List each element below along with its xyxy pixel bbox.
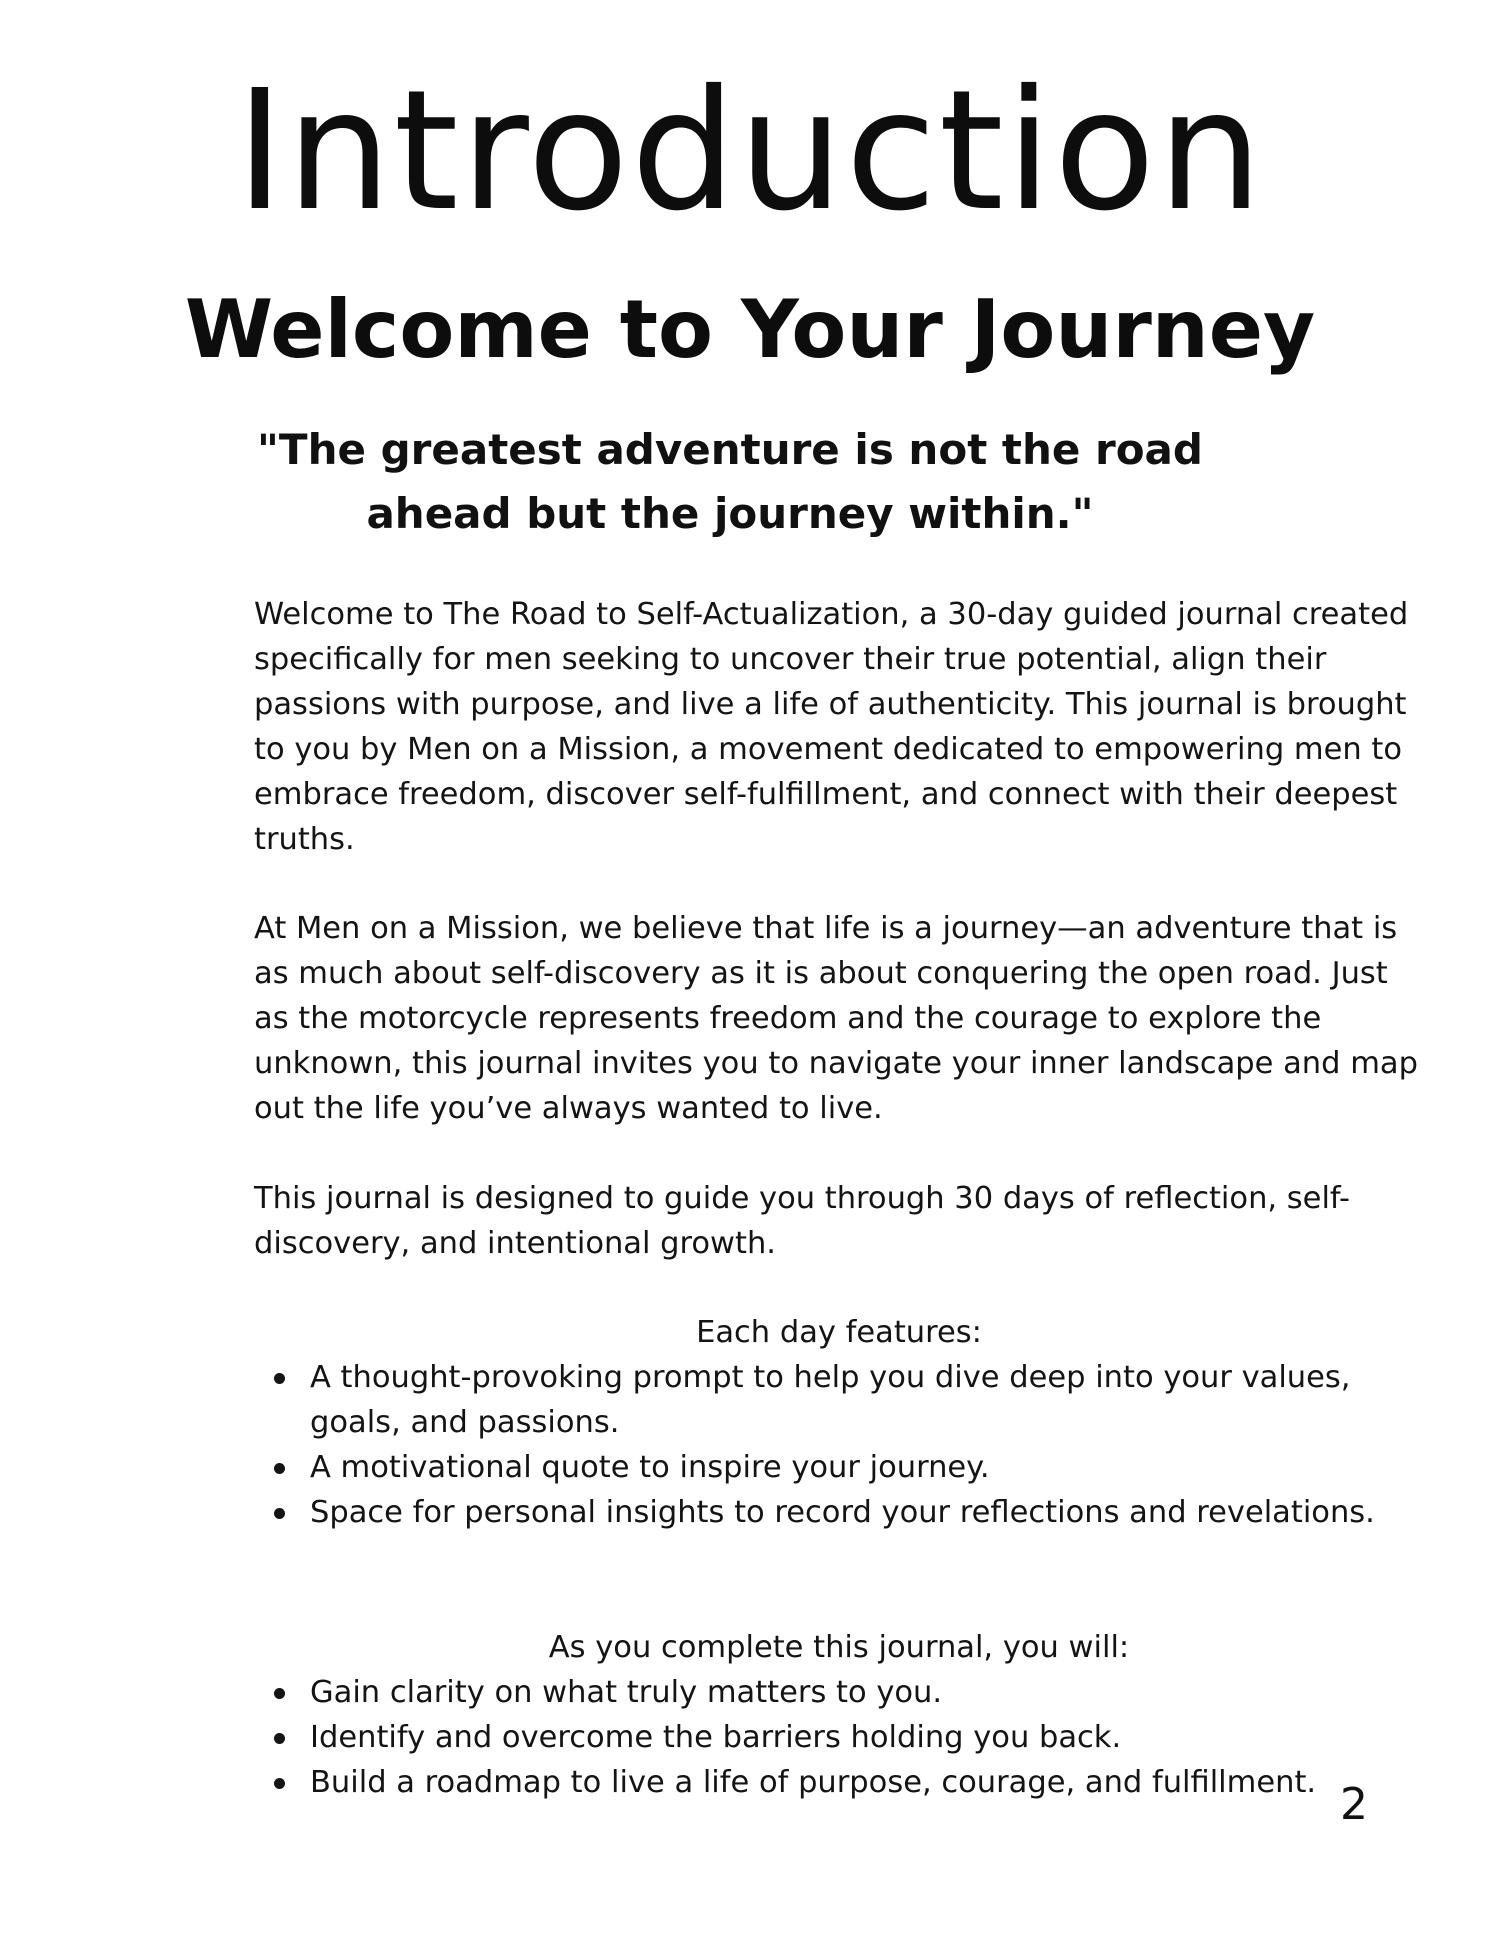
list-item-text: A motivational quote to inspire your journey. [310,1450,990,1485]
bullet-icon [274,1508,285,1519]
intro-paragraph-2 [254,906,1424,1131]
list-item [254,1760,1424,1805]
list-item-text: Gain clarity on what truly matters to you. [310,1675,943,1710]
list-item [254,1670,1424,1715]
page-title: Introduction [235,55,1265,248]
bullet-icon [274,1373,285,1384]
bullet-icon [274,1463,285,1474]
bullet-icon [274,1778,285,1789]
features-heading: Each day features: [696,1315,982,1350]
list-item-text: Identify and overcome the barriers holding you back. [310,1720,1122,1755]
list-item [254,1715,1424,1760]
bullet-icon [274,1733,285,1744]
page-subtitle: Welcome to Your Journey [184,283,1316,376]
list-item-text: Space for personal insights to record your reflections and revelations. [310,1495,1375,1530]
opening-quote [240,418,1220,546]
list-item [254,1490,1424,1535]
quote-line-1: "The greatest adventure is not the road [257,425,1203,474]
outcomes-heading: As you complete this journal, you will: [548,1630,1130,1665]
features-list [254,1355,1424,1535]
intro-paragraph-3 [254,1176,1424,1266]
outcomes-list [254,1670,1424,1805]
list-item [254,1355,1424,1445]
list-item-text: Build a roadmap to live a life of purpose, courage, and fulfillment. [310,1765,1317,1800]
list-item [254,1445,1424,1490]
bullet-icon [274,1688,285,1699]
quote-line-2: ahead but the journey within." [366,489,1094,538]
page-number: 2 [1340,1779,1368,1830]
paragraph-text: Welcome to The Road to Self-Actualization, a 30-day guided journal created specifically for men seeking to uncover their true potential, align their passions with purpose, and live a life of authenticity. This journal is brought to you by Men on a Mission, a movement dedicated to empowering men to embrace freedom, discover self-fulfillment, and connect with their deepest truths. [254,597,1409,857]
intro-paragraph-1 [254,592,1424,862]
list-item-text: A thought-provoking prompt to help you dive deep into your values, goals, and passions. [310,1360,1351,1440]
paragraph-text: This journal is designed to guide you through 30 days of reflection, self-discovery, and intentional growth. [254,1181,1350,1261]
paragraph-text: At Men on a Mission, we believe that life is a journey—an adventure that is as much about self-discovery as it is about conquering the open road. Just as the motorcycle represents freedom and the courage to explore the unknown, this journal invites you to navigate your inner landscape and map out the life you’ve always wanted to live. [254,911,1418,1126]
